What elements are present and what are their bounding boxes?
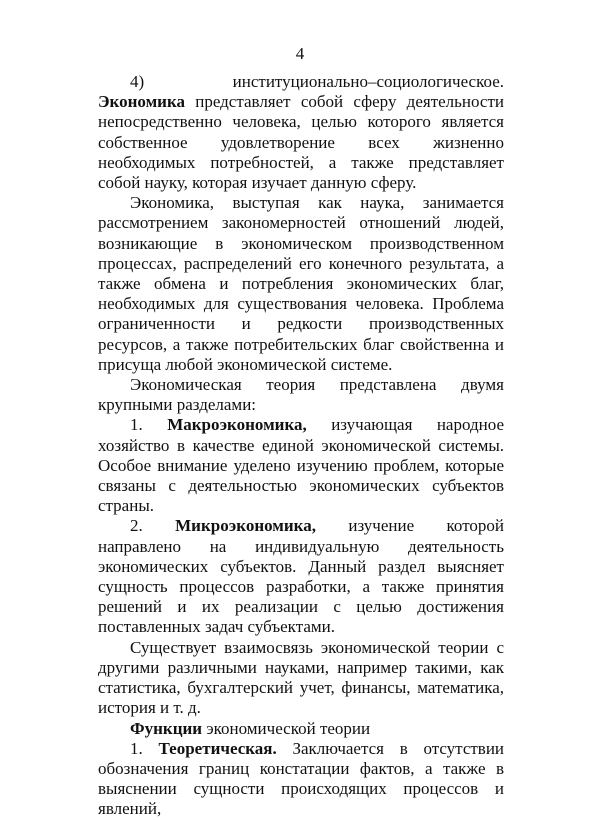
term-theoretical: Теоретическая.: [158, 738, 277, 758]
heading-text: экономической теории: [202, 718, 371, 738]
paragraph-institutional: [98, 72, 504, 193]
term-economics: Экономика: [98, 92, 185, 112]
list-number: 1.: [130, 415, 168, 435]
paragraph-macroeconomics: [98, 415, 504, 516]
paragraph-text: изучение которой направлено на индивидуальную деятельность экономических субъектов. Данный раздел выясняет сущность процессов разработки, а также принятия решений и их реализации с целью достижения поставленных задач субъектами.: [98, 516, 504, 637]
body-text: [98, 72, 504, 820]
section-heading-functions: [98, 719, 504, 739]
paragraph-text: представляет собой сферу деятельности непосредственно человека, целью которого является собственное удовлетворение всех жизненно необходимых потребностей, а также представляет собой науку, которая изучает данную сферу.: [98, 92, 504, 193]
term-macroeconomics: Макроэкономика,: [167, 415, 307, 435]
heading-bold: Функции: [130, 718, 203, 738]
paragraph-related-sciences: Существует взаимосвязь экономической теории с другими различными науками, например такими, как статистика, бухгалтерский учет, финансы, математика, история и т. д.: [98, 637, 504, 718]
paragraph-microeconomics: [98, 516, 504, 637]
paragraph-text: Заключается в отсутствии обозначения границ констатации фактов, а также в выяснении сущности происходящих процессов и явлений,: [98, 738, 505, 819]
term-microeconomics: Микроэкономика,: [175, 516, 316, 536]
page-number: 4: [295, 44, 305, 63]
paragraph-economics-science: Экономика, выступая как наука, занимается рассмотрением закономерностей отношений людей, возникающие в экономическом производственном процессах, распределений его конечного результата, а также обмена и потребления экономических благ, необходимых для существования человека. Проблема ограниченности и редкости производственных ресурсов, а также потребительских благ свойственна и присуща любой экономической системе.: [98, 193, 504, 374]
paragraph-theoretical-function: [98, 739, 504, 820]
paragraph-sections-intro: Экономическая теория представлена двумя крупными разделами:: [98, 375, 504, 415]
list-number: 2.: [130, 516, 176, 536]
paragraph-text: 4) институционально–социологическое.: [130, 72, 504, 91]
paragraph-text: изучающая народное хозяйство в качестве единой экономической системы. Особое внимание уделено изучению проблем, которые связаны с деятельностью экономических субъектов страны.: [98, 415, 504, 516]
list-number: 1.: [130, 738, 159, 758]
